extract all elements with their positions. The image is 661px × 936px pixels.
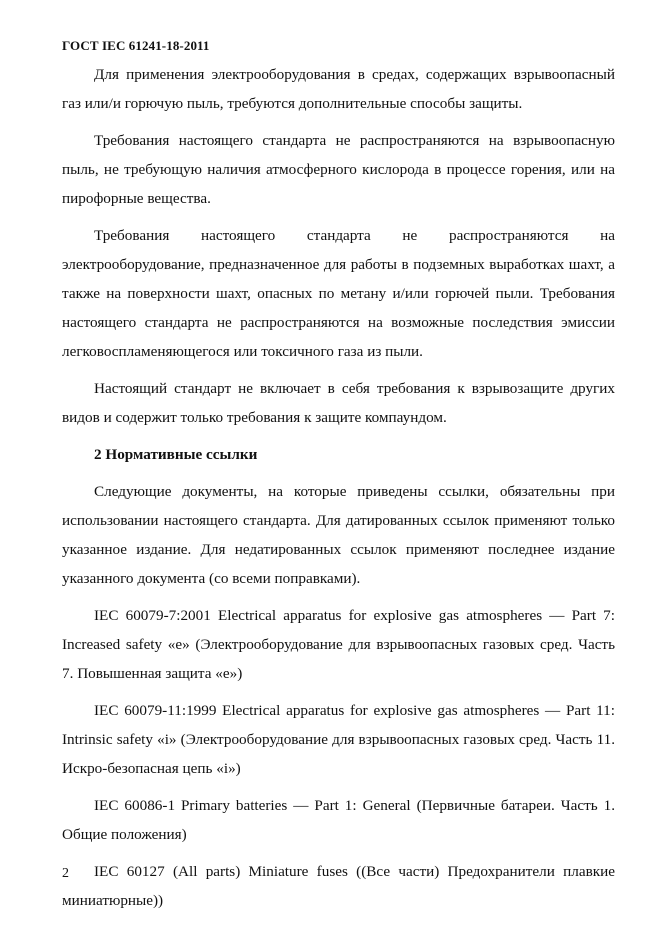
paragraph-protection-methods: Для применения электрооборудования в средах, содержащих взрывоопасный газ или/и горючую пыль, требуются дополнительные способы защиты.: [62, 66, 615, 112]
page-number: 2: [62, 866, 69, 881]
paragraph-mining-exclusion: Требования настоящего стандарта не распространяются на электрооборудование, предназначенное для работы в подземных выработках шахт, а также на поверхности шахт, опасных по метану и/или горючей пыли. Требования настоящего стандарта не распространяются на возможные последствия эмиссии легковоспламеняющегося или токсичного газа из пыли.: [62, 227, 615, 360]
paragraph-scope-encapsulation: Настоящий стандарт не включает в себя требования к взрывозащите других видов и содержит только требования к защите компаундом.: [62, 380, 615, 426]
section-heading-normative-references: 2 Нормативные ссылки: [94, 446, 258, 463]
reference-item: IEC 60086-1 Primary batteries — Part 1: General (Первичные батареи. Часть 1. Общие положения): [62, 797, 615, 843]
document-body: [62, 60, 615, 923]
paragraph-pyrophoric-exclusion: Требования настоящего стандарта не распространяются на взрывоопасную пыль, не требующую наличия атмосферного кислорода в процессе горения, или на пирофорные вещества.: [62, 132, 615, 207]
reference-item: IEC 60079-7:2001 Electrical apparatus for explosive gas atmospheres — Part 7: Increased safety «e» (Электрооборудование для взрывоопасных газовых сред. Часть 7. Повышенная защита «e»): [62, 607, 615, 682]
reference-item: IEC 60127 (All parts) Miniature fuses ((Все части) Предохранители плавкие миниатюрные)): [62, 863, 615, 909]
paragraph-references-intro: Следующие документы, на которые приведены ссылки, обязательны при использовании настоящего стандарта. Для датированных ссылок применяют только указанное издание. Для недатированных ссылок применяют последнее издание указанного документа (со всеми поправками).: [62, 483, 615, 587]
reference-item: IEC 60079-11:1999 Electrical apparatus for explosive gas atmospheres — Part 11: Intrinsic safety «i» (Электрооборудование для взрывоопасных газовых сред. Часть 11. Искро-безопасная цепь «i»): [62, 702, 615, 777]
document-code-header: ГОСТ IEC 61241-18-2011: [62, 38, 210, 53]
